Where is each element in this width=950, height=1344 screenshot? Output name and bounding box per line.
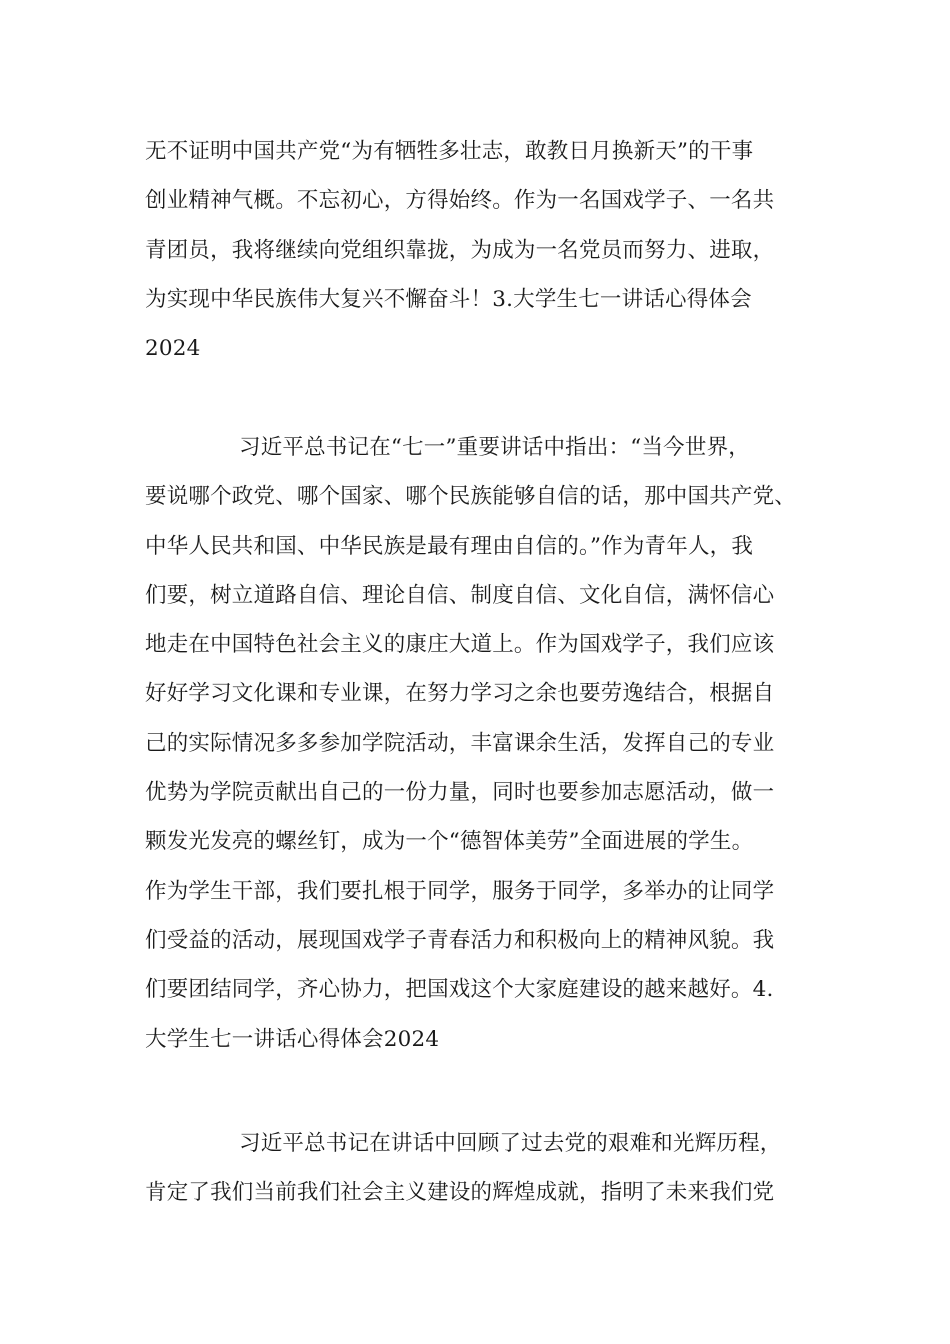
text-line: 作为学生干部，我们要扎根于同学，服务于同学，多举办的让同学 — [145, 878, 775, 904]
text-line: 创业精神气概。不忘初心，方得始终。作为一名国戏学子、一名共 — [145, 188, 775, 214]
text-line: 要说哪个政党、哪个国家、哪个民族能够自信的话，那中国共产党、 — [145, 484, 797, 510]
text-line: 颗发光发亮的螺丝钉，成为一个“德智体美劳”全面进展的学生。 — [145, 829, 754, 855]
text-line: 好好学习文化课和专业课，在努力学习之余也要劳逸结合，根据自 — [145, 681, 775, 707]
text-line: 己的实际情况多多参加学院活动，丰富课余生活，发挥自己的专业 — [145, 730, 775, 756]
text-line: 们受益的活动，展现国戏学子青春活力和积极向上的精神风貌。我 — [145, 927, 775, 953]
text-line: 中华人民共和国、中华民族是最有理由自信的。”作为青年人，我 — [145, 533, 754, 559]
text-line: 优势为学院贡献出自己的一份力量，同时也要参加志愿活动，做一 — [145, 780, 775, 806]
paragraph-continuation — [145, 127, 815, 373]
text-line: 无不证明中国共产党“为有牺牲多壮志，敢教日月换新天”的干事 — [145, 139, 754, 164]
text-line: 习近平总书记在“七一”重要讲话中指出：“当今世界， — [239, 435, 750, 460]
paragraph-section-3 — [145, 423, 815, 1064]
text-line: 们要团结同学，齐心协力，把国戏这个大家庭建设的越来越好。4. — [145, 977, 774, 1003]
text-line: 肯定了我们当前我们社会主义建设的辉煌成就，指明了未来我们党 — [145, 1180, 775, 1206]
text-line: 青团员，我将继续向党组织靠拢，为成为一名党员而努力、进取， — [145, 237, 775, 263]
text-line: 们要，树立道路自信、理论自信、制度自信、文化自信，满怀信心 — [145, 582, 775, 608]
text-line: 2024 — [145, 336, 201, 362]
text-line: 习近平总书记在讲话中回顾了过去党的艰难和光辉历程， — [239, 1131, 782, 1156]
text-line: 为实现中华民族伟大复兴不懈奋斗！3.大学生七一讲话心得体会 — [145, 286, 752, 312]
text-line: 大学生七一讲话心得体会2024 — [145, 1026, 440, 1052]
text-line: 地走在中国特色社会主义的康庄大道上。作为国戏学子，我们应该 — [145, 632, 775, 658]
paragraph-section-4 — [145, 1119, 815, 1218]
